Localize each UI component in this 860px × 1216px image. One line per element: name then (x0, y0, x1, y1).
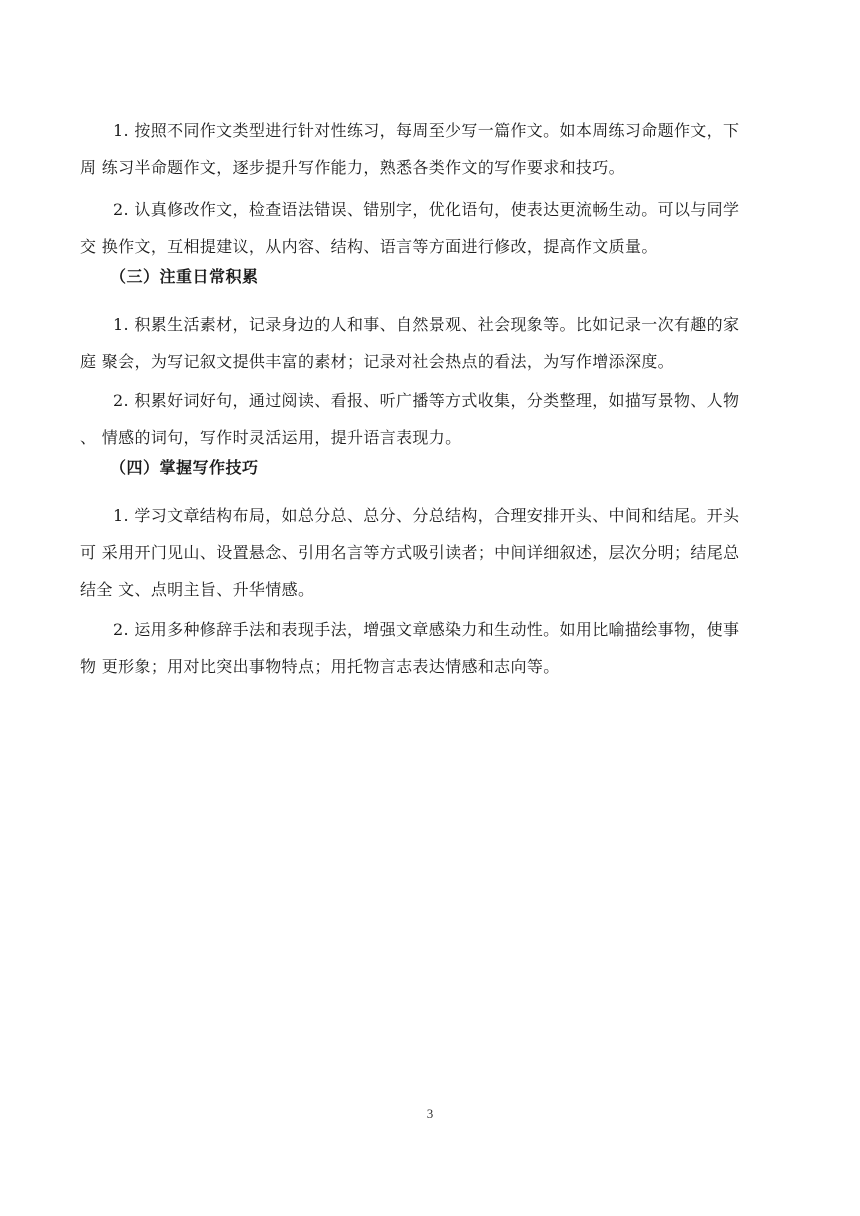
paragraph-good-phrases (80, 382, 782, 456)
paragraph-rhetoric (80, 611, 782, 685)
paragraph-line: 物 更形象；用对比突出事物特点；用托物言志表达情感和志向等。 (80, 657, 560, 676)
paragraph-structure-layout (80, 497, 782, 608)
paragraph-line: 2. 运用多种修辞手法和表现手法，增强文章感染力和生动性。如用比喻描绘事物，使事 (113, 620, 740, 639)
paragraph-line: 2. 认真修改作文，检查语法错误、错别字，优化语句，使表达更流畅生动。可以与同学 (113, 200, 740, 219)
paragraph-line: 可 采用开门见山、设置悬念、引用名言等方式吸引读者；中间详细叙述，层次分明；结尾总 (80, 543, 740, 562)
paragraph-line: 1. 按照不同作文类型进行针对性练习，每周至少写一篇作文。如本周练习命题作文，下 (113, 121, 740, 140)
section-heading-daily-accumulation: （三）注重日常积累 (110, 267, 259, 286)
paragraph-line: 周 练习半命题作文，逐步提升写作能力，熟悉各类作文的写作要求和技巧。 (80, 158, 625, 177)
paragraph-line: 1. 积累生活素材，记录身边的人和事、自然景观、社会现象等。比如记录一次有趣的家 (113, 315, 740, 334)
paragraph-line: 2. 积累好词好句，通过阅读、看报、听广播等方式收集，分类整理，如描写景物、人物 (113, 391, 740, 410)
paragraph-revise-essays (80, 191, 782, 265)
paragraph-line: 1. 学习文章结构布局，如总分总、总分、分总结构，合理安排开头、中间和结尾。开头 (113, 506, 740, 525)
paragraph-line: 庭 聚会，为写记叙文提供丰富的素材；记录对社会热点的看法，为写作增添深度。 (80, 352, 675, 371)
paragraph-life-materials (80, 306, 782, 380)
paragraph-line: 、 情感的词句，写作时灵活运用，提升语言表现力。 (80, 428, 462, 447)
paragraph-line: 结全 文、点明主旨、升华情感。 (80, 580, 315, 599)
paragraph-practice-types (80, 112, 782, 186)
section-heading-writing-skills: （四）掌握写作技巧 (110, 458, 259, 477)
paragraph-line: 交 换作文，互相提建议，从内容、结构、语言等方面进行修改，提高作文质量。 (80, 237, 658, 256)
page-number: 3 (426, 1106, 434, 1121)
